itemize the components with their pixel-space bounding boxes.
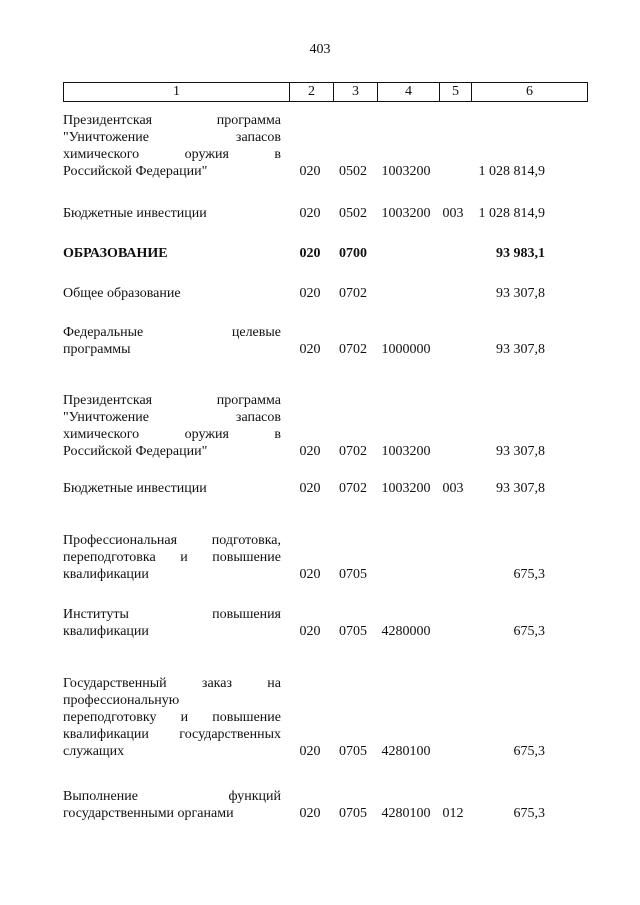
- section-code: 0702: [339, 286, 367, 301]
- table-row: [63, 532, 545, 583]
- amount: 1 028 814,9: [478, 164, 545, 179]
- description-line: Институты повышения: [63, 607, 281, 622]
- row-description: [63, 245, 281, 262]
- amount: 675,3: [513, 806, 545, 821]
- description-line: переподготовку и повышение: [63, 710, 281, 725]
- table-row: [63, 324, 545, 358]
- section-code: 0705: [339, 744, 367, 759]
- description-line: Государственный заказ на: [63, 676, 281, 691]
- amount: 93 983,1: [496, 246, 545, 261]
- row-description: [63, 480, 281, 497]
- description-line: Профессиональная подготовка,: [63, 533, 281, 548]
- description-line: Президентская программа: [63, 113, 281, 128]
- ministry-code: 020: [299, 246, 321, 261]
- ministry-code: 020: [299, 342, 321, 357]
- description-line: Федеральные целевые: [63, 325, 281, 340]
- row-description: [63, 205, 281, 222]
- target-article-code: 4280000: [381, 624, 431, 639]
- description-line: Российской Федерации": [63, 164, 208, 179]
- table-row: [63, 245, 545, 262]
- expense-type-code: 003: [442, 206, 464, 221]
- table-row: [63, 205, 545, 222]
- section-code: 0502: [339, 206, 367, 221]
- column-header-4: 4: [378, 83, 440, 102]
- section-code: 0702: [339, 342, 367, 357]
- description-line: профессиональную: [63, 693, 180, 708]
- row-description: [63, 285, 281, 302]
- section-code: 0700: [339, 246, 367, 261]
- description-line: "Уничтожение запасов: [63, 410, 281, 425]
- table-row: [63, 112, 545, 180]
- expense-type-code: 012: [442, 806, 464, 821]
- ministry-code: 020: [299, 806, 321, 821]
- target-article-code: 4280100: [381, 744, 431, 759]
- section-code: 0702: [339, 481, 367, 496]
- table-row: [63, 480, 545, 497]
- row-description: [63, 532, 281, 583]
- section-code: 0705: [339, 624, 367, 639]
- column-header-3: 3: [334, 83, 378, 102]
- amount: 675,3: [513, 744, 545, 759]
- description-line: Бюджетные инвестиции: [63, 206, 207, 221]
- ministry-code: 020: [299, 567, 321, 582]
- amount: 93 307,8: [496, 342, 545, 357]
- row-description: [63, 392, 281, 460]
- description-line: химического оружия в: [63, 147, 281, 162]
- description-line: государственными органами: [63, 806, 234, 821]
- table-row: [63, 392, 545, 460]
- table-row: [63, 788, 545, 822]
- description-line: программы: [63, 342, 131, 357]
- table-row: [63, 675, 545, 760]
- column-header-6: 6: [472, 83, 588, 102]
- description-line: квалификации: [63, 624, 149, 639]
- column-header-2: 2: [290, 83, 334, 102]
- ministry-code: 020: [299, 206, 321, 221]
- target-article-code: 4280100: [381, 806, 431, 821]
- amount: 93 307,8: [496, 444, 545, 459]
- page-number: 403: [309, 42, 331, 57]
- row-description: [63, 675, 281, 760]
- column-header-1: 1: [64, 83, 290, 102]
- ministry-code: 020: [299, 286, 321, 301]
- column-header-5: 5: [440, 83, 472, 102]
- ministry-code: 020: [299, 164, 321, 179]
- description-line: Выполнение функций: [63, 789, 281, 804]
- ministry-code: 020: [299, 481, 321, 496]
- description-line: квалификации государственных: [63, 727, 281, 742]
- ministry-code: 020: [299, 744, 321, 759]
- expense-type-code: 003: [442, 481, 464, 496]
- description-line: служащих: [63, 744, 125, 759]
- table-row: [63, 285, 545, 302]
- row-description: [63, 606, 281, 640]
- amount: 675,3: [513, 567, 545, 582]
- description-line: Российской Федерации": [63, 444, 208, 459]
- target-article-code: 1003200: [381, 164, 431, 179]
- ministry-code: 020: [299, 624, 321, 639]
- section-code: 0705: [339, 567, 367, 582]
- target-article-code: 1003200: [381, 481, 431, 496]
- description-line: переподготовка и повышение: [63, 550, 281, 565]
- row-description: [63, 324, 281, 358]
- description-line: ОБРАЗОВАНИЕ: [63, 246, 168, 261]
- section-code: 0702: [339, 444, 367, 459]
- target-article-code: 1000000: [381, 342, 431, 357]
- amount: 93 307,8: [496, 286, 545, 301]
- section-code: 0502: [339, 164, 367, 179]
- row-description: [63, 112, 281, 180]
- description-line: квалификации: [63, 567, 149, 582]
- amount: 1 028 814,9: [478, 206, 545, 221]
- amount: 675,3: [513, 624, 545, 639]
- description-line: "Уничтожение запасов: [63, 130, 281, 145]
- target-article-code: 1003200: [381, 206, 431, 221]
- description-line: химического оружия в: [63, 427, 281, 442]
- description-line: Бюджетные инвестиции: [63, 481, 207, 496]
- column-header-table: [63, 82, 588, 102]
- column-header-row: [64, 83, 588, 102]
- description-line: Общее образование: [63, 286, 181, 301]
- description-line: Президентская программа: [63, 393, 281, 408]
- section-code: 0705: [339, 806, 367, 821]
- amount: 93 307,8: [496, 481, 545, 496]
- table-row: [63, 606, 545, 640]
- ministry-code: 020: [299, 444, 321, 459]
- target-article-code: 1003200: [381, 444, 431, 459]
- row-description: [63, 788, 281, 822]
